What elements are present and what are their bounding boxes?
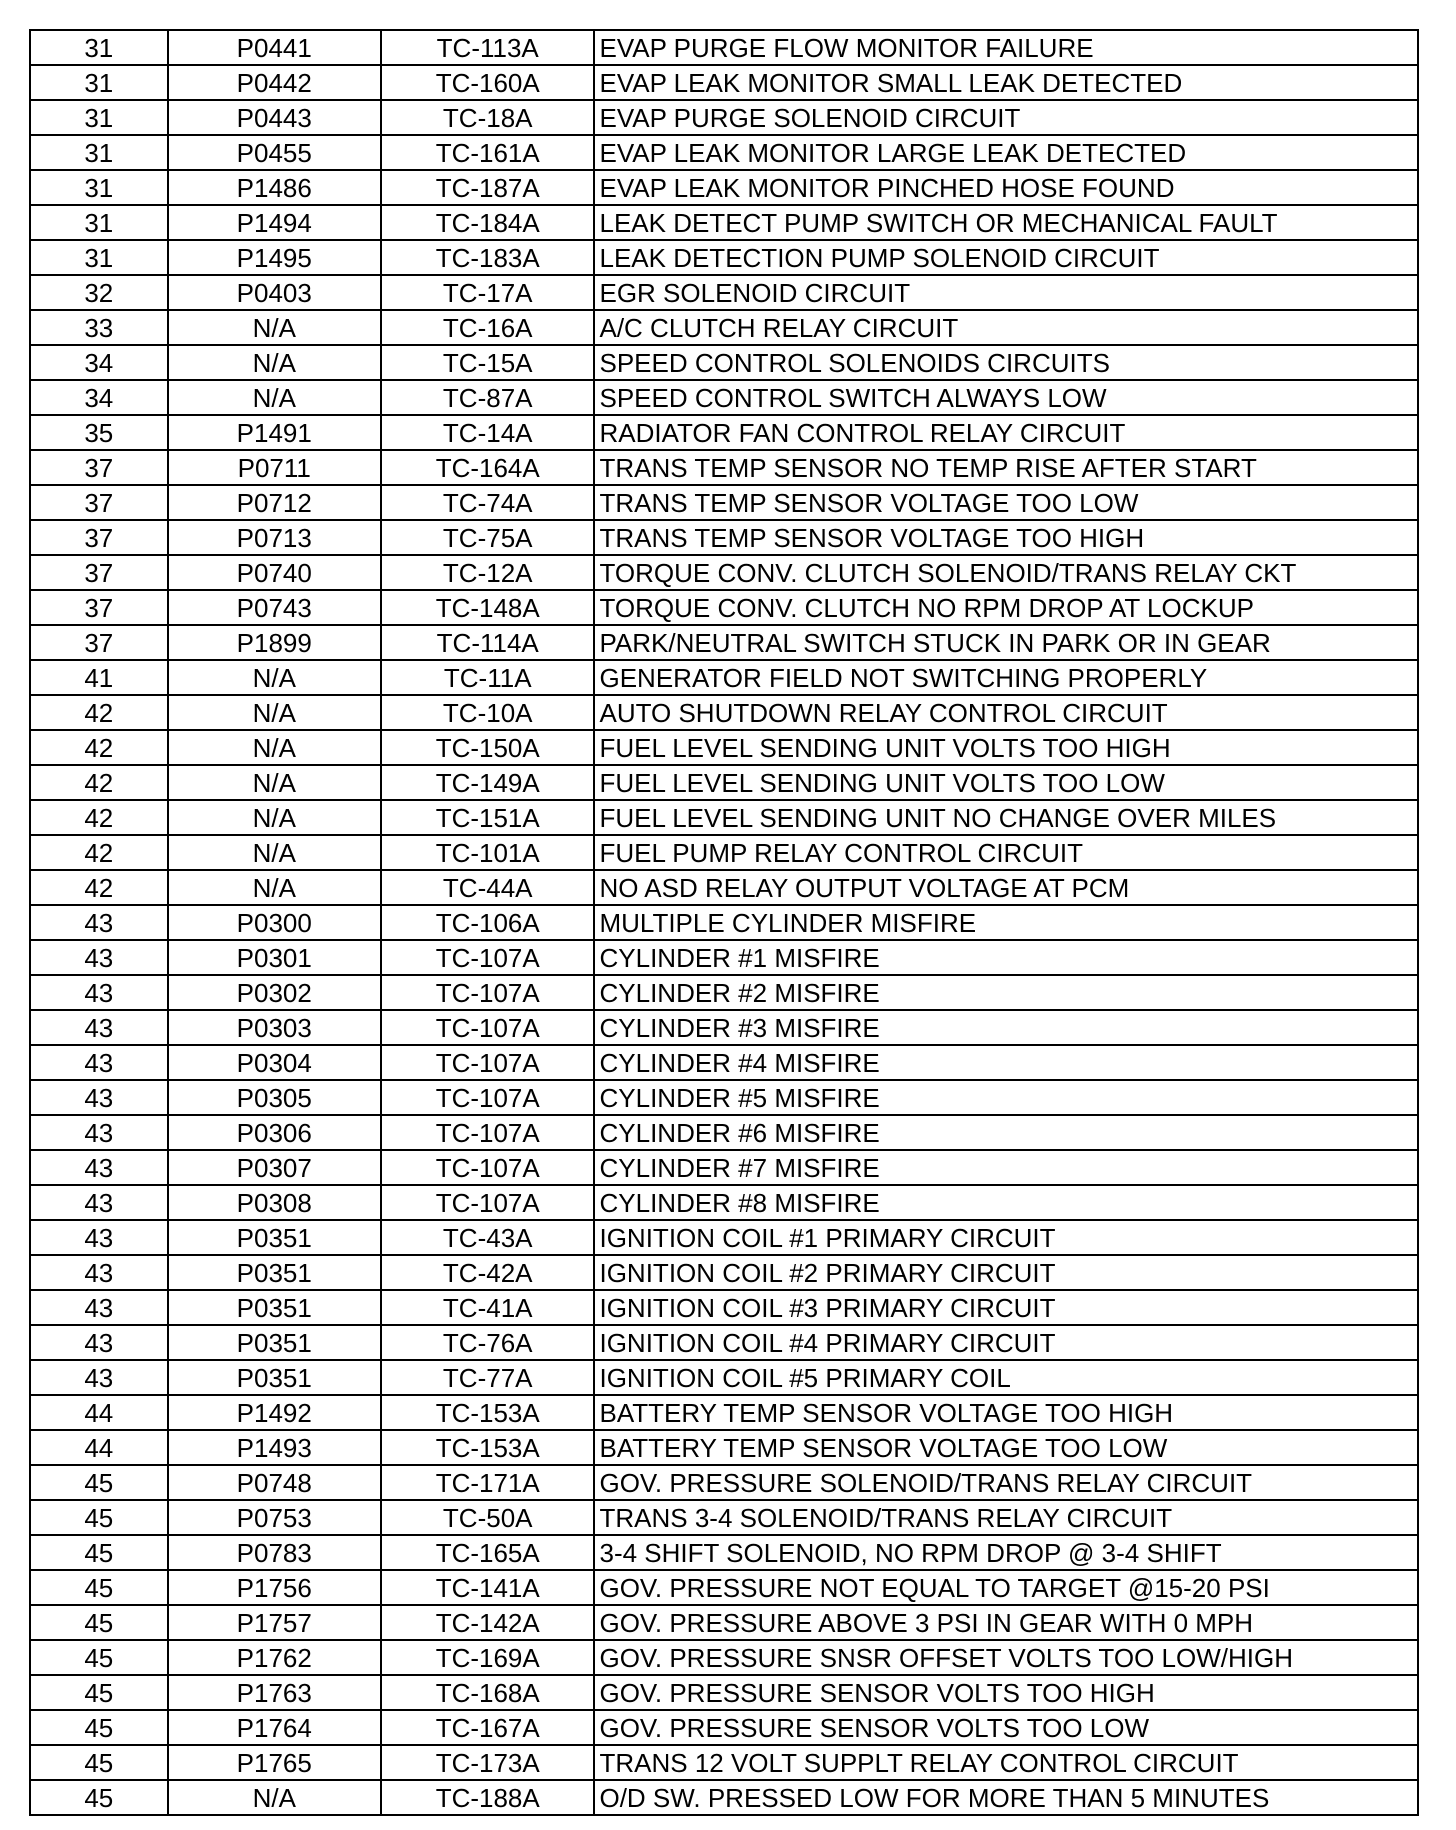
test-code-cell: TC-107A — [381, 1150, 595, 1185]
test-code-cell: TC-151A — [381, 800, 595, 835]
test-code-cell: TC-148A — [381, 590, 595, 625]
test-code-cell: TC-15A — [381, 345, 595, 380]
dtc-code-cell: P0351 — [168, 1290, 381, 1325]
dtc-code-cell: P0307 — [168, 1150, 381, 1185]
flash-code-cell: 45 — [30, 1780, 168, 1815]
test-code-cell: TC-169A — [381, 1640, 595, 1675]
description-cell: 3-4 SHIFT SOLENOID, NO RPM DROP @ 3-4 SHIFT — [594, 1535, 1418, 1570]
flash-code-cell: 43 — [30, 1255, 168, 1290]
flash-code-cell: 45 — [30, 1500, 168, 1535]
dtc-code-cell: P1494 — [168, 205, 381, 240]
dtc-code-cell: N/A — [168, 1780, 381, 1815]
flash-code-cell: 43 — [30, 975, 168, 1010]
description-cell: GOV. PRESSURE SNSR OFFSET VOLTS TOO LOW/HIGH — [594, 1640, 1418, 1675]
table-row — [30, 1430, 1418, 1465]
flash-code-cell: 42 — [30, 765, 168, 800]
description-cell: FUEL LEVEL SENDING UNIT NO CHANGE OVER MILES — [594, 800, 1418, 835]
test-code-cell: TC-14A — [381, 415, 595, 450]
test-code-cell: TC-183A — [381, 240, 595, 275]
flash-code-cell: 44 — [30, 1395, 168, 1430]
description-cell: EVAP LEAK MONITOR SMALL LEAK DETECTED — [594, 65, 1418, 100]
test-code-cell: TC-107A — [381, 1010, 595, 1045]
dtc-code-cell: P0302 — [168, 975, 381, 1010]
flash-code-cell: 45 — [30, 1605, 168, 1640]
dtc-code-cell: P0304 — [168, 1045, 381, 1080]
table-row — [30, 765, 1418, 800]
dtc-code-cell: P0351 — [168, 1255, 381, 1290]
test-code-cell: TC-142A — [381, 1605, 595, 1640]
table-row — [30, 730, 1418, 765]
table-row — [30, 1045, 1418, 1080]
description-cell: BATTERY TEMP SENSOR VOLTAGE TOO HIGH — [594, 1395, 1418, 1430]
test-code-cell: TC-114A — [381, 625, 595, 660]
table-row — [30, 1220, 1418, 1255]
table-row — [30, 835, 1418, 870]
dtc-code-cell: P0301 — [168, 940, 381, 975]
description-cell: GOV. PRESSURE SENSOR VOLTS TOO HIGH — [594, 1675, 1418, 1710]
flash-code-cell: 42 — [30, 800, 168, 835]
test-code-cell: TC-107A — [381, 1080, 595, 1115]
flash-code-cell: 31 — [30, 135, 168, 170]
description-cell: CYLINDER #3 MISFIRE — [594, 1010, 1418, 1045]
dtc-code-cell: P0300 — [168, 905, 381, 940]
description-cell: SPEED CONTROL SWITCH ALWAYS LOW — [594, 380, 1418, 415]
flash-code-cell: 35 — [30, 415, 168, 450]
description-cell: CYLINDER #5 MISFIRE — [594, 1080, 1418, 1115]
test-code-cell: TC-188A — [381, 1780, 595, 1815]
dtc-code-cell: P0308 — [168, 1185, 381, 1220]
flash-code-cell: 45 — [30, 1535, 168, 1570]
flash-code-cell: 43 — [30, 1010, 168, 1045]
table-row — [30, 1080, 1418, 1115]
flash-code-cell: 43 — [30, 940, 168, 975]
flash-code-cell: 37 — [30, 485, 168, 520]
test-code-cell: TC-107A — [381, 975, 595, 1010]
dtc-code-cell: P0351 — [168, 1325, 381, 1360]
dtc-code-cell: P1493 — [168, 1430, 381, 1465]
test-code-cell: TC-44A — [381, 870, 595, 905]
test-code-cell: TC-184A — [381, 205, 595, 240]
flash-code-cell: 43 — [30, 1325, 168, 1360]
test-code-cell: TC-76A — [381, 1325, 595, 1360]
table-row — [30, 695, 1418, 730]
test-code-cell: TC-187A — [381, 170, 595, 205]
table-row — [30, 1325, 1418, 1360]
flash-code-cell: 32 — [30, 275, 168, 310]
test-code-cell: TC-107A — [381, 1115, 595, 1150]
test-code-cell: TC-42A — [381, 1255, 595, 1290]
dtc-code-cell: P1492 — [168, 1395, 381, 1430]
description-cell: TRANS 12 VOLT SUPPLT RELAY CONTROL CIRCUIT — [594, 1745, 1418, 1780]
table-row — [30, 1255, 1418, 1290]
table-row — [30, 135, 1418, 170]
table-row — [30, 100, 1418, 135]
flash-code-cell: 43 — [30, 1360, 168, 1395]
dtc-code-cell: P1491 — [168, 415, 381, 450]
flash-code-cell: 42 — [30, 730, 168, 765]
flash-code-cell: 31 — [30, 100, 168, 135]
description-cell: PARK/NEUTRAL SWITCH STUCK IN PARK OR IN GEAR — [594, 625, 1418, 660]
test-code-cell: TC-75A — [381, 520, 595, 555]
description-cell: LEAK DETECT PUMP SWITCH OR MECHANICAL FAULT — [594, 205, 1418, 240]
table-row — [30, 800, 1418, 835]
flash-code-cell: 45 — [30, 1465, 168, 1500]
table-row — [30, 1570, 1418, 1605]
description-cell: FUEL PUMP RELAY CONTROL CIRCUIT — [594, 835, 1418, 870]
test-code-cell: TC-167A — [381, 1710, 595, 1745]
diagnostic-code-table — [29, 29, 1419, 1816]
dtc-code-cell: P0305 — [168, 1080, 381, 1115]
table-row — [30, 1360, 1418, 1395]
dtc-code-cell: N/A — [168, 765, 381, 800]
flash-code-cell: 37 — [30, 625, 168, 660]
table-row — [30, 1780, 1418, 1815]
dtc-code-cell: P0713 — [168, 520, 381, 555]
table-row — [30, 625, 1418, 660]
test-code-cell: TC-87A — [381, 380, 595, 415]
description-cell: GOV. PRESSURE SOLENOID/TRANS RELAY CIRCUIT — [594, 1465, 1418, 1500]
description-cell: AUTO SHUTDOWN RELAY CONTROL CIRCUIT — [594, 695, 1418, 730]
table-row — [30, 660, 1418, 695]
flash-code-cell: 43 — [30, 1080, 168, 1115]
dtc-code-cell: N/A — [168, 730, 381, 765]
flash-code-cell: 34 — [30, 380, 168, 415]
test-code-cell: TC-16A — [381, 310, 595, 345]
description-cell: IGNITION COIL #5 PRIMARY COIL — [594, 1360, 1418, 1395]
dtc-code-cell: P0740 — [168, 555, 381, 590]
table-row — [30, 1185, 1418, 1220]
test-code-cell: TC-107A — [381, 1185, 595, 1220]
description-cell: GOV. PRESSURE SENSOR VOLTS TOO LOW — [594, 1710, 1418, 1745]
description-cell: CYLINDER #8 MISFIRE — [594, 1185, 1418, 1220]
table-row — [30, 380, 1418, 415]
description-cell: CYLINDER #2 MISFIRE — [594, 975, 1418, 1010]
flash-code-cell: 37 — [30, 555, 168, 590]
table-row — [30, 450, 1418, 485]
dtc-code-cell: P0455 — [168, 135, 381, 170]
description-cell: CYLINDER #6 MISFIRE — [594, 1115, 1418, 1150]
flash-code-cell: 31 — [30, 240, 168, 275]
test-code-cell: TC-101A — [381, 835, 595, 870]
table-row — [30, 1500, 1418, 1535]
description-cell: FUEL LEVEL SENDING UNIT VOLTS TOO LOW — [594, 765, 1418, 800]
dtc-code-cell: N/A — [168, 870, 381, 905]
description-cell: CYLINDER #4 MISFIRE — [594, 1045, 1418, 1080]
description-cell: GENERATOR FIELD NOT SWITCHING PROPERLY — [594, 660, 1418, 695]
description-cell: GOV. PRESSURE NOT EQUAL TO TARGET @15-20 PSI — [594, 1570, 1418, 1605]
dtc-code-cell: N/A — [168, 835, 381, 870]
table-row — [30, 30, 1418, 65]
flash-code-cell: 31 — [30, 65, 168, 100]
dtc-code-cell: P1765 — [168, 1745, 381, 1780]
dtc-code-cell: P1757 — [168, 1605, 381, 1640]
dtc-code-cell: N/A — [168, 695, 381, 730]
description-cell: GOV. PRESSURE ABOVE 3 PSI IN GEAR WITH 0 MPH — [594, 1605, 1418, 1640]
dtc-code-cell: P0351 — [168, 1220, 381, 1255]
table-row — [30, 310, 1418, 345]
description-cell: LEAK DETECTION PUMP SOLENOID CIRCUIT — [594, 240, 1418, 275]
test-code-cell: TC-153A — [381, 1395, 595, 1430]
table-row — [30, 520, 1418, 555]
table-row — [30, 590, 1418, 625]
table-body — [30, 30, 1418, 1815]
dtc-code-cell: N/A — [168, 345, 381, 380]
dtc-code-cell: P1486 — [168, 170, 381, 205]
test-code-cell: TC-153A — [381, 1430, 595, 1465]
description-cell: O/D SW. PRESSED LOW FOR MORE THAN 5 MINUTES — [594, 1780, 1418, 1815]
test-code-cell: TC-165A — [381, 1535, 595, 1570]
flash-code-cell: 42 — [30, 835, 168, 870]
table-row — [30, 975, 1418, 1010]
description-cell: TORQUE CONV. CLUTCH NO RPM DROP AT LOCKUP — [594, 590, 1418, 625]
table-row — [30, 1290, 1418, 1325]
test-code-cell: TC-164A — [381, 450, 595, 485]
flash-code-cell: 45 — [30, 1570, 168, 1605]
table-row — [30, 1675, 1418, 1710]
dtc-code-cell: N/A — [168, 310, 381, 345]
description-cell: IGNITION COIL #4 PRIMARY CIRCUIT — [594, 1325, 1418, 1360]
description-cell: TRANS 3-4 SOLENOID/TRANS RELAY CIRCUIT — [594, 1500, 1418, 1535]
dtc-code-cell: P1756 — [168, 1570, 381, 1605]
table-row — [30, 1640, 1418, 1675]
test-code-cell: TC-50A — [381, 1500, 595, 1535]
test-code-cell: TC-141A — [381, 1570, 595, 1605]
flash-code-cell: 43 — [30, 1150, 168, 1185]
dtc-code-cell: P0712 — [168, 485, 381, 520]
table-row — [30, 345, 1418, 380]
description-cell: TRANS TEMP SENSOR VOLTAGE TOO HIGH — [594, 520, 1418, 555]
description-cell: EGR SOLENOID CIRCUIT — [594, 275, 1418, 310]
flash-code-cell: 43 — [30, 1115, 168, 1150]
test-code-cell: TC-149A — [381, 765, 595, 800]
test-code-cell: TC-41A — [381, 1290, 595, 1325]
table-row — [30, 870, 1418, 905]
flash-code-cell: 45 — [30, 1745, 168, 1780]
dtc-code-cell: P0351 — [168, 1360, 381, 1395]
test-code-cell: TC-173A — [381, 1745, 595, 1780]
table-row — [30, 1710, 1418, 1745]
description-cell: IGNITION COIL #3 PRIMARY CIRCUIT — [594, 1290, 1418, 1325]
test-code-cell: TC-18A — [381, 100, 595, 135]
table-row — [30, 1010, 1418, 1045]
dtc-code-cell: P0303 — [168, 1010, 381, 1045]
test-code-cell: TC-107A — [381, 940, 595, 975]
flash-code-cell: 31 — [30, 170, 168, 205]
dtc-code-cell: P0441 — [168, 30, 381, 65]
flash-code-cell: 42 — [30, 695, 168, 730]
description-cell: TORQUE CONV. CLUTCH SOLENOID/TRANS RELAY CKT — [594, 555, 1418, 590]
flash-code-cell: 31 — [30, 30, 168, 65]
table-row — [30, 1605, 1418, 1640]
test-code-cell: TC-11A — [381, 660, 595, 695]
flash-code-cell: 45 — [30, 1640, 168, 1675]
test-code-cell: TC-113A — [381, 30, 595, 65]
dtc-code-cell: P0753 — [168, 1500, 381, 1535]
dtc-code-cell: P1764 — [168, 1710, 381, 1745]
description-cell: A/C CLUTCH RELAY CIRCUIT — [594, 310, 1418, 345]
description-cell: EVAP LEAK MONITOR PINCHED HOSE FOUND — [594, 170, 1418, 205]
test-code-cell: TC-106A — [381, 905, 595, 940]
test-code-cell: TC-161A — [381, 135, 595, 170]
dtc-code-cell: P0443 — [168, 100, 381, 135]
description-cell: CYLINDER #7 MISFIRE — [594, 1150, 1418, 1185]
test-code-cell: TC-160A — [381, 65, 595, 100]
description-cell: EVAP PURGE FLOW MONITOR FAILURE — [594, 30, 1418, 65]
test-code-cell: TC-150A — [381, 730, 595, 765]
table-row — [30, 555, 1418, 590]
flash-code-cell: 43 — [30, 1220, 168, 1255]
test-code-cell: TC-10A — [381, 695, 595, 730]
test-code-cell: TC-17A — [381, 275, 595, 310]
flash-code-cell: 42 — [30, 870, 168, 905]
dtc-code-cell: P0783 — [168, 1535, 381, 1570]
table-row — [30, 1395, 1418, 1430]
flash-code-cell: 43 — [30, 1290, 168, 1325]
flash-code-cell: 45 — [30, 1710, 168, 1745]
description-cell: EVAP PURGE SOLENOID CIRCUIT — [594, 100, 1418, 135]
table-row — [30, 485, 1418, 520]
flash-code-cell: 37 — [30, 520, 168, 555]
description-cell: RADIATOR FAN CONTROL RELAY CIRCUIT — [594, 415, 1418, 450]
dtc-code-cell: P1763 — [168, 1675, 381, 1710]
table-row — [30, 170, 1418, 205]
dtc-code-cell: P0442 — [168, 65, 381, 100]
dtc-code-cell: P0748 — [168, 1465, 381, 1500]
dtc-code-cell: P0403 — [168, 275, 381, 310]
dtc-code-cell: P0743 — [168, 590, 381, 625]
flash-code-cell: 34 — [30, 345, 168, 380]
table-row — [30, 205, 1418, 240]
description-cell: FUEL LEVEL SENDING UNIT VOLTS TOO HIGH — [594, 730, 1418, 765]
dtc-code-cell: P0711 — [168, 450, 381, 485]
dtc-code-cell: P1899 — [168, 625, 381, 660]
flash-code-cell: 31 — [30, 205, 168, 240]
dtc-code-cell: N/A — [168, 660, 381, 695]
table-row — [30, 1150, 1418, 1185]
description-cell: NO ASD RELAY OUTPUT VOLTAGE AT PCM — [594, 870, 1418, 905]
flash-code-cell: 45 — [30, 1675, 168, 1710]
table-row — [30, 415, 1418, 450]
dtc-code-cell: N/A — [168, 380, 381, 415]
flash-code-cell: 41 — [30, 660, 168, 695]
table-row — [30, 65, 1418, 100]
flash-code-cell: 37 — [30, 450, 168, 485]
dtc-code-cell: P1495 — [168, 240, 381, 275]
flash-code-cell: 37 — [30, 590, 168, 625]
description-cell: EVAP LEAK MONITOR LARGE LEAK DETECTED — [594, 135, 1418, 170]
description-cell: MULTIPLE CYLINDER MISFIRE — [594, 905, 1418, 940]
description-cell: TRANS TEMP SENSOR VOLTAGE TOO LOW — [594, 485, 1418, 520]
dtc-code-cell: P1762 — [168, 1640, 381, 1675]
test-code-cell: TC-43A — [381, 1220, 595, 1255]
description-cell: TRANS TEMP SENSOR NO TEMP RISE AFTER START — [594, 450, 1418, 485]
dtc-code-cell: P0306 — [168, 1115, 381, 1150]
description-cell: CYLINDER #1 MISFIRE — [594, 940, 1418, 975]
flash-code-cell: 43 — [30, 1045, 168, 1080]
test-code-cell: TC-107A — [381, 1045, 595, 1080]
test-code-cell: TC-74A — [381, 485, 595, 520]
table-row — [30, 905, 1418, 940]
table-row — [30, 1115, 1418, 1150]
flash-code-cell: 33 — [30, 310, 168, 345]
flash-code-cell: 43 — [30, 1185, 168, 1220]
test-code-cell: TC-168A — [381, 1675, 595, 1710]
description-cell: SPEED CONTROL SOLENOIDS CIRCUITS — [594, 345, 1418, 380]
table-row — [30, 275, 1418, 310]
table-row — [30, 1535, 1418, 1570]
description-cell: IGNITION COIL #2 PRIMARY CIRCUIT — [594, 1255, 1418, 1290]
table-row — [30, 240, 1418, 275]
flash-code-cell: 44 — [30, 1430, 168, 1465]
description-cell: IGNITION COIL #1 PRIMARY CIRCUIT — [594, 1220, 1418, 1255]
table-row — [30, 940, 1418, 975]
description-cell: BATTERY TEMP SENSOR VOLTAGE TOO LOW — [594, 1430, 1418, 1465]
test-code-cell: TC-12A — [381, 555, 595, 590]
test-code-cell: TC-77A — [381, 1360, 595, 1395]
table-row — [30, 1745, 1418, 1780]
test-code-cell: TC-171A — [381, 1465, 595, 1500]
flash-code-cell: 43 — [30, 905, 168, 940]
table-row — [30, 1465, 1418, 1500]
dtc-code-cell: N/A — [168, 800, 381, 835]
